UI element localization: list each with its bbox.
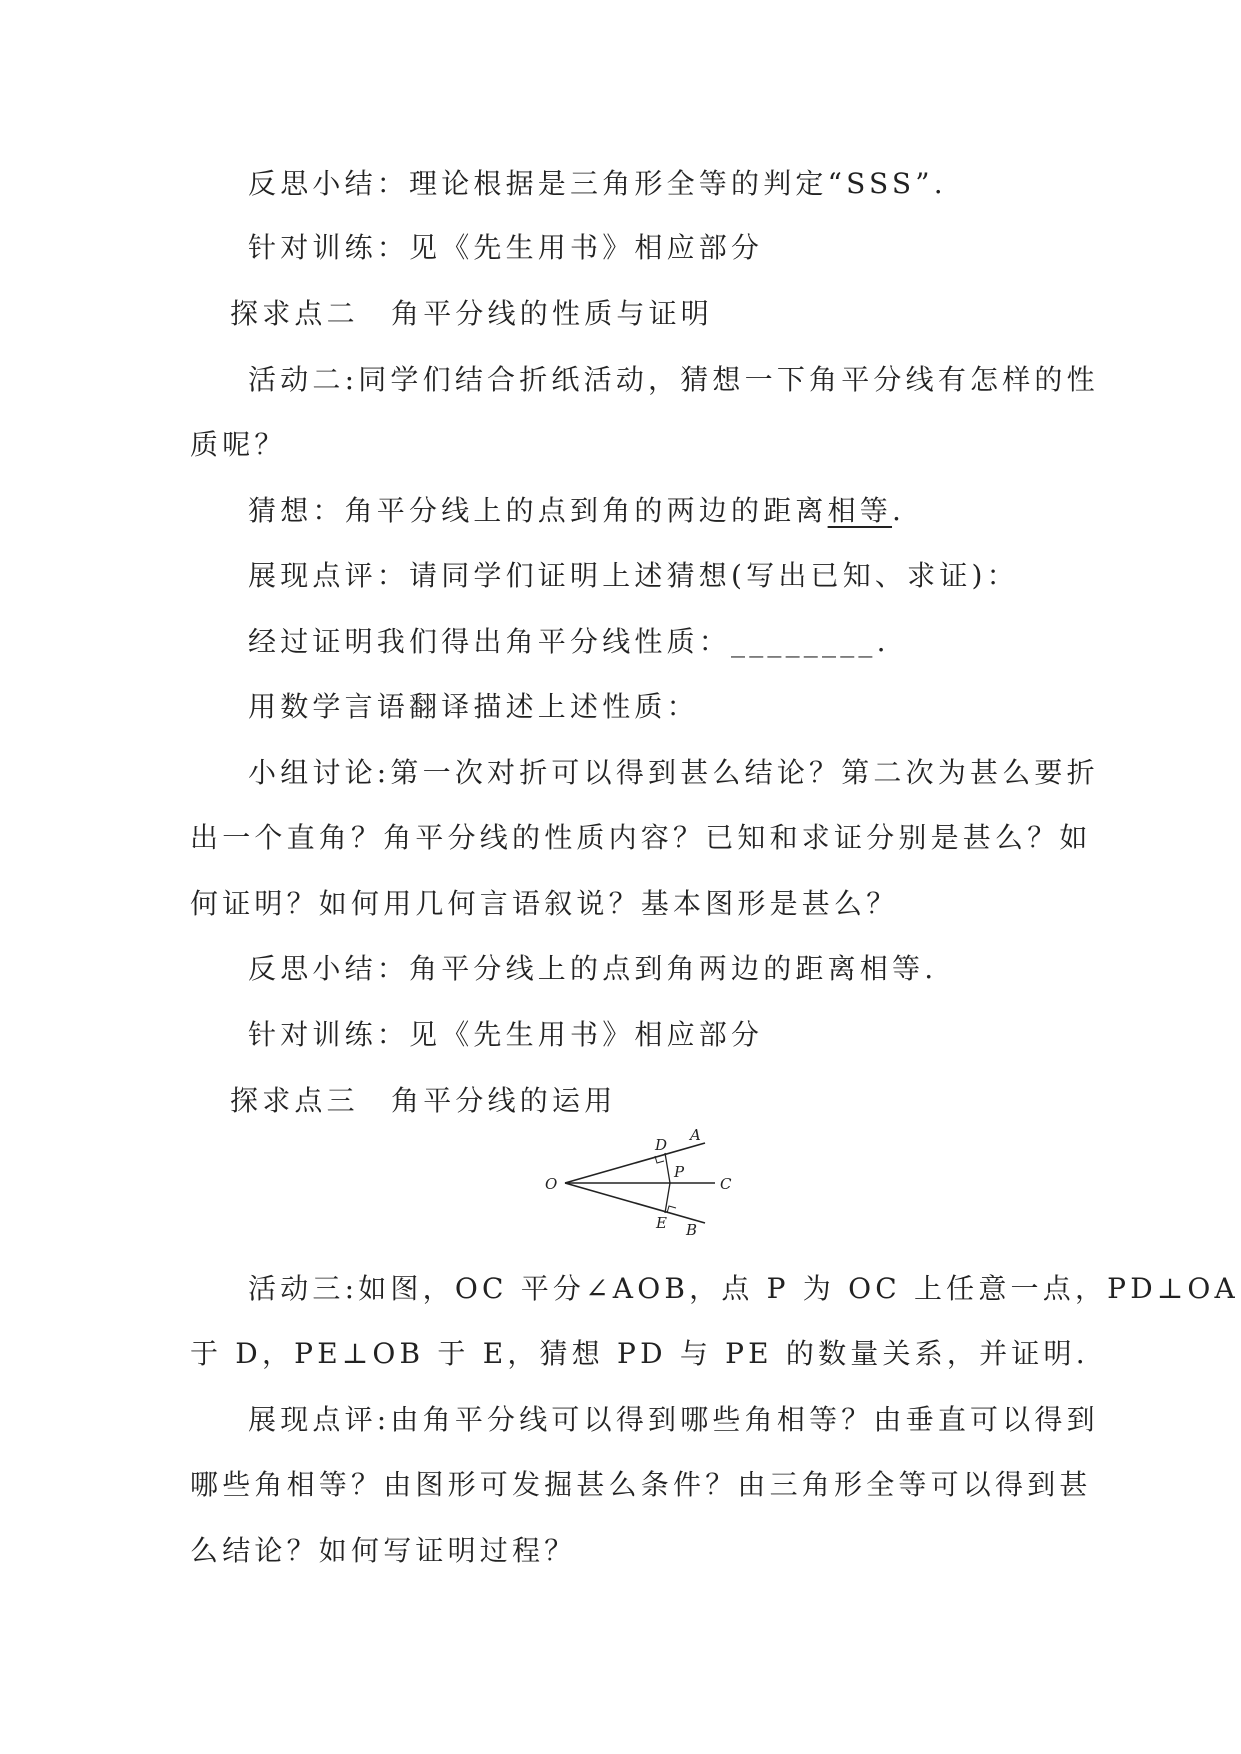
- presentation-review-2-line-2: 哪些角相等？由图形可发掘甚么条件？由三角形全等可以得到甚: [190, 1468, 1092, 1501]
- label-o: O: [545, 1175, 558, 1193]
- conjecture-answer: 相等: [827, 494, 893, 527]
- math-language-line: 用数学言语翻译描述上述性质：: [248, 690, 699, 723]
- group-discussion-line-3: 何证明？如何用几何言语叙说？基本图形是甚么？: [190, 887, 899, 920]
- reflection-summary-1: 反思小结：理论根据是三角形全等的判定“SSS”.: [248, 167, 947, 200]
- label-d: D: [655, 1136, 668, 1154]
- angle-bisector-figure: [530, 1120, 770, 1250]
- label-a: A: [690, 1126, 701, 1144]
- label-p: P: [674, 1163, 685, 1181]
- label-b: B: [686, 1221, 698, 1239]
- label-e: E: [656, 1214, 667, 1232]
- presentation-review-2-line-3: 么结论？如何写证明过程？: [190, 1534, 577, 1567]
- presentation-review-1: 展现点评：请同学们证明上述猜想(写出已知、求证)：: [248, 559, 1019, 592]
- targeted-training-2: 针对训练：见《先生用书》相应部分: [248, 1018, 764, 1051]
- ray-ob: [565, 1183, 705, 1223]
- activity-3-line-2: 于 D，PE⊥OB 于 E，猜想 PD 与 PE 的数量关系，并证明.: [190, 1337, 1089, 1370]
- presentation-review-2-line-1: 展现点评:由角平分线可以得到哪些角相等？由垂直可以得到: [248, 1403, 1099, 1436]
- conjecture: [248, 493, 905, 529]
- activity-2-line-2: 质呢？: [190, 428, 287, 461]
- group-discussion-line-2: 出一个直角？角平分线的性质内容？已知和求证分别是甚么？如: [190, 821, 1092, 854]
- activity-3-line-1: 活动三:如图，OC 平分∠AOB，点 P 为 OC 上任意一点，PD⊥OA: [248, 1272, 1239, 1305]
- reflection-summary-2: 反思小结：角平分线上的点到角两边的距离相等.: [248, 952, 938, 985]
- property-blank: 经过证明我们得出角平分线性质：________.: [248, 625, 890, 658]
- group-discussion-line-1: 小组讨论:第一次对折可以得到甚么结论？第二次为甚么要折: [248, 756, 1099, 789]
- conjecture-text: 猜想：角平分线上的点到角的两边的距离: [248, 494, 828, 527]
- label-c: C: [720, 1175, 732, 1193]
- segment-pe: [665, 1183, 670, 1213]
- section-heading-3: 探求点三 角平分线的运用: [230, 1084, 617, 1117]
- section-heading-2: 探求点二 角平分线的性质与证明: [230, 297, 714, 330]
- segment-pd: [665, 1153, 670, 1183]
- activity-2-line-1: 活动二:同学们结合折纸活动，猜想一下角平分线有怎样的性: [248, 363, 1099, 396]
- conjecture-period: .: [892, 494, 906, 527]
- targeted-training-1: 针对训练：见《先生用书》相应部分: [248, 231, 764, 264]
